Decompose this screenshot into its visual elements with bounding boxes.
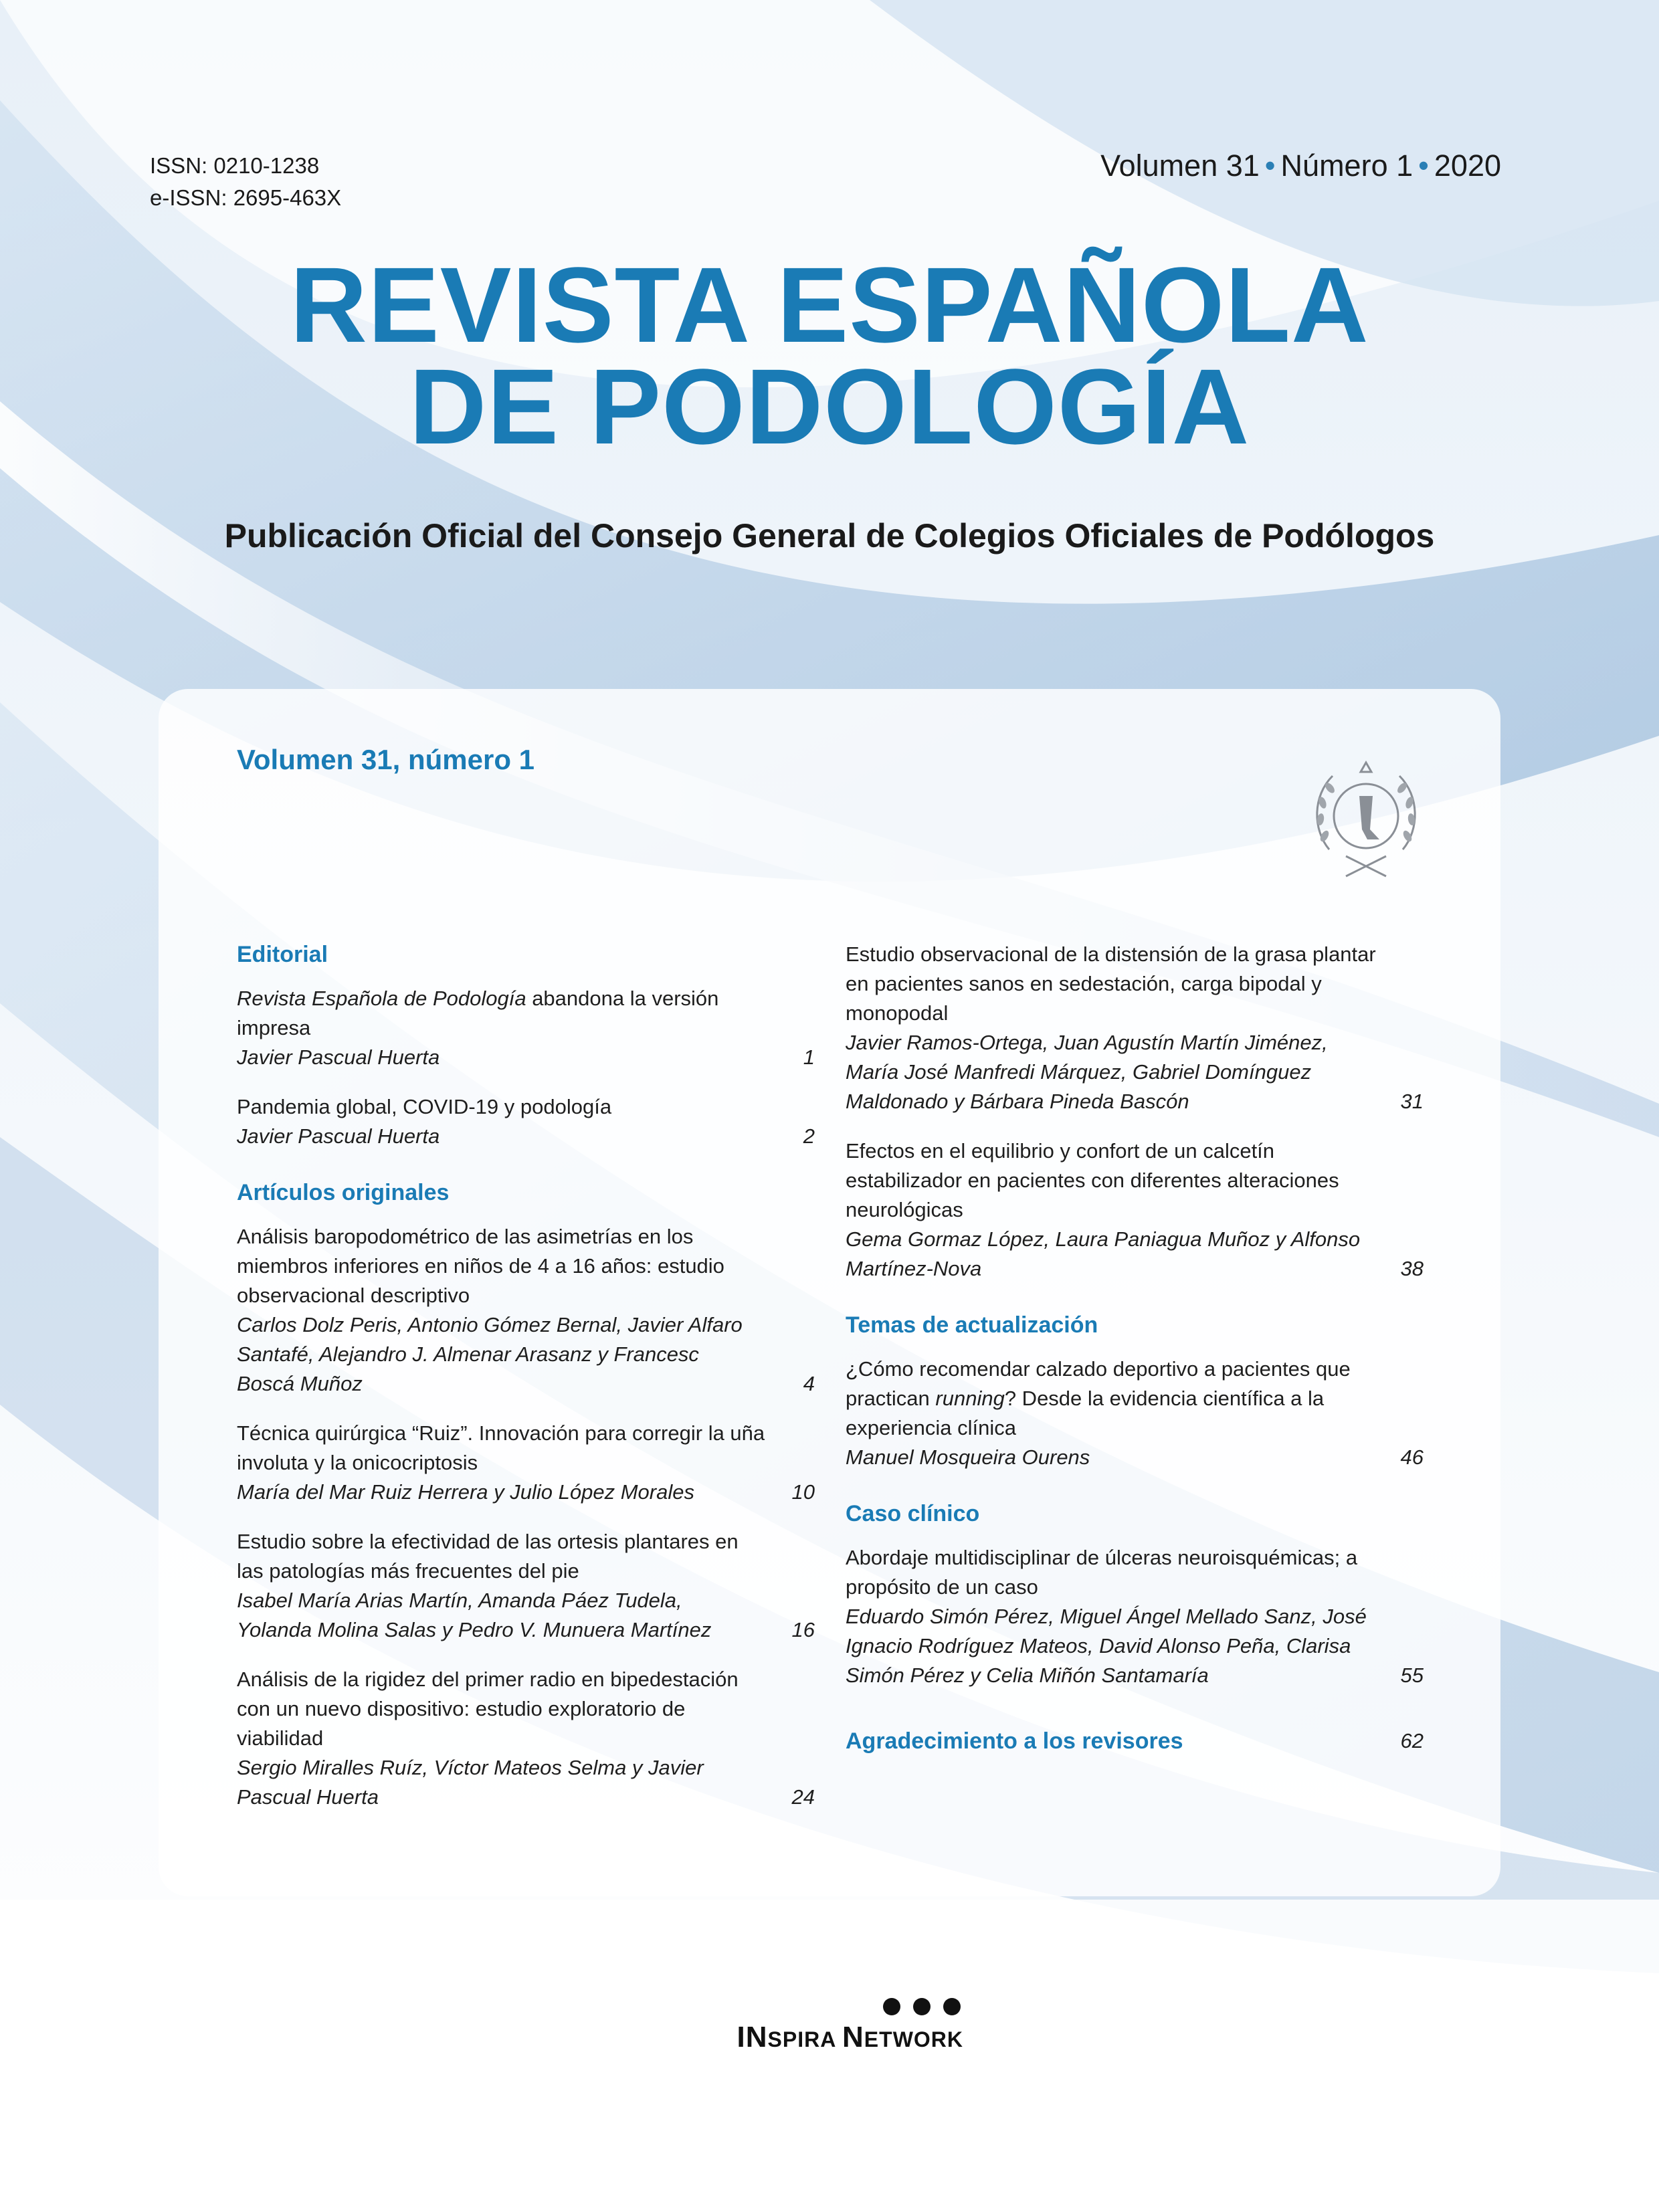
volume-header bbox=[1100, 148, 1501, 183]
three-dots-icon bbox=[882, 1997, 962, 2017]
entry-page: 4 bbox=[803, 1372, 815, 1395]
logo-text-part: IN bbox=[737, 2021, 768, 2053]
entry-page: 1 bbox=[803, 1045, 815, 1069]
entry-title-start: ¿Cómo recomendar calzado deportivo a pacientes que practican bbox=[846, 1357, 1351, 1410]
entry-title: Estudio observacional de la distensión de la grasa plantar en pacientes sanos en sedestación, carga bipodal y monopodal bbox=[846, 942, 1376, 1025]
section-original-articles bbox=[237, 1178, 815, 1812]
journal-subtitle: Publicación Oficial del Consejo General de Colegios Oficiales de Podólogos bbox=[224, 517, 1435, 555]
entry-title: Análisis baropodométrico de las asimetrías en los miembros inferiores en niños de 4 a 16 años: estudio observacional descriptivo bbox=[237, 1225, 724, 1307]
section-heading: Agradecimiento a los revisores bbox=[846, 1728, 1183, 1754]
year-label: 2020 bbox=[1434, 148, 1501, 183]
entry-authors: Gema Gormaz López, Laura Paniagua Muñoz y Alfonso Martínez-Nova bbox=[846, 1227, 1361, 1280]
issn-block bbox=[150, 150, 341, 214]
toc-entry[interactable] bbox=[237, 1665, 815, 1812]
entry-title-italic: Revista Española de Podología bbox=[237, 987, 526, 1010]
entry-authors: Isabel María Arias Martín, Amanda Páez Tudela, Yolanda Molina Salas y Pedro V. Munuera Martínez bbox=[237, 1589, 712, 1641]
entry-title: Técnica quirúrgica “Ruiz”. Innovación para corregir la uña involuta y la onicocriptosis bbox=[237, 1421, 765, 1474]
section-clinical-case bbox=[846, 1499, 1424, 1690]
logo-text-part: SPIRA bbox=[767, 2027, 843, 2051]
toc-entry[interactable] bbox=[237, 1419, 815, 1507]
entry-authors: Sergio Miralles Ruíz, Víctor Mateos Selma y Javier Pascual Huerta bbox=[237, 1756, 704, 1809]
section-heading: Caso clínico bbox=[846, 1501, 980, 1526]
toc-entry[interactable] bbox=[237, 1527, 815, 1645]
journal-title bbox=[0, 245, 1659, 466]
toc-entry[interactable] bbox=[237, 984, 815, 1072]
section-review-topics bbox=[846, 1310, 1424, 1472]
entry-page: 55 bbox=[1400, 1664, 1424, 1687]
entry-authors: María del Mar Ruiz Herrera y Julio López Morales bbox=[237, 1480, 694, 1504]
publisher-name bbox=[696, 2021, 963, 2054]
logo-text-part: ETWORK bbox=[864, 2027, 963, 2051]
original-articles-continued bbox=[846, 940, 1424, 1284]
entry-title bbox=[846, 1354, 1424, 1443]
toc-entry[interactable] bbox=[237, 1092, 815, 1151]
toc-entry[interactable] bbox=[846, 1136, 1424, 1284]
toc-entry[interactable] bbox=[846, 940, 1424, 1116]
toc-entry[interactable] bbox=[846, 1543, 1424, 1690]
entry-title: Abordaje multidisciplinar de úlceras neuroisquémicas; a propósito de un caso bbox=[846, 1546, 1358, 1599]
entry-title-italic: running bbox=[935, 1387, 1005, 1410]
section-heading: Artículos originales bbox=[237, 1180, 450, 1205]
entry-authors: Carlos Dolz Peris, Antonio Gómez Bernal, Javier Alfaro Santafé, Alejandro J. Almenar Arasanz y Francesc Boscá Muñoz bbox=[237, 1313, 743, 1395]
issue-label: Volumen 31, número 1 bbox=[237, 744, 534, 775]
logo-text-part: N bbox=[842, 2021, 864, 2053]
entry-title: Estudio sobre la efectividad de las ortesis plantares en las patologías más frecuentes del pie bbox=[237, 1530, 739, 1583]
section-heading: Editorial bbox=[237, 942, 328, 967]
entry-page: 62 bbox=[1400, 1729, 1424, 1752]
entry-authors: Manuel Mosqueira Ourens bbox=[846, 1445, 1090, 1469]
entry-page: 46 bbox=[1400, 1445, 1424, 1469]
council-seal-icon bbox=[1306, 749, 1426, 883]
entry-page: 24 bbox=[791, 1785, 815, 1809]
bullet-icon: • bbox=[1264, 148, 1276, 183]
entry-page: 16 bbox=[791, 1618, 815, 1641]
entry-authors: Javier Pascual Huerta bbox=[237, 1045, 440, 1069]
contents-right-column bbox=[846, 940, 1424, 1756]
issn-print: ISSN: 0210-1238 bbox=[150, 153, 320, 178]
section-heading: Temas de actualización bbox=[846, 1312, 1098, 1338]
entry-title: Efectos en el equilibrio y confort de un calcetín estabilizador en pacientes con diferentes alteraciones neurológicas bbox=[846, 1139, 1339, 1221]
toc-entry[interactable] bbox=[237, 1222, 815, 1399]
entry-title: Pandemia global, COVID-19 y podología bbox=[237, 1095, 612, 1118]
entry-authors: Javier Ramos-Ortega, Juan Agustín Martín Jiménez, María José Manfredi Márquez, Gabriel Domínguez Maldonado y Bárbara Pineda Bascón bbox=[846, 1031, 1328, 1113]
entry-authors: Javier Pascual Huerta bbox=[237, 1124, 440, 1148]
contents-left-column bbox=[237, 940, 815, 1832]
number-label: Número 1 bbox=[1280, 148, 1413, 183]
entry-title bbox=[237, 984, 815, 1043]
journal-title-line1: REVISTA ESPAÑOLA bbox=[290, 245, 1369, 365]
section-editorial bbox=[237, 940, 815, 1151]
journal-title-line2: DE PODOLOGÍA bbox=[409, 346, 1250, 466]
entry-page: 10 bbox=[791, 1480, 815, 1504]
entry-authors: Eduardo Simón Pérez, Miguel Ángel Mellado Sanz, José Ignacio Rodríguez Mateos, David Alonso Peña, Clarisa Simón Pérez y Celia Miñón Santamaría bbox=[846, 1605, 1367, 1687]
issn-electronic: e-ISSN: 2695-463X bbox=[150, 185, 342, 210]
entry-title-end: ? Desde la evidencia científica a la experiencia clínica bbox=[846, 1387, 1325, 1439]
bullet-icon: • bbox=[1418, 148, 1429, 183]
entry-page: 2 bbox=[803, 1124, 815, 1148]
publisher-logo bbox=[696, 1997, 963, 2064]
entry-title-rest: abandona la versión impresa bbox=[237, 987, 719, 1039]
section-acknowledgement[interactable] bbox=[846, 1726, 1424, 1756]
toc-entry[interactable] bbox=[846, 1354, 1424, 1472]
entry-page: 38 bbox=[1400, 1257, 1424, 1280]
entry-page: 31 bbox=[1400, 1090, 1424, 1113]
volume-label: Volumen 31 bbox=[1100, 148, 1260, 183]
entry-title: Análisis de la rigidez del primer radio en bipedestación con un nuevo dispositivo: estudio exploratorio de viabilidad bbox=[237, 1668, 739, 1750]
